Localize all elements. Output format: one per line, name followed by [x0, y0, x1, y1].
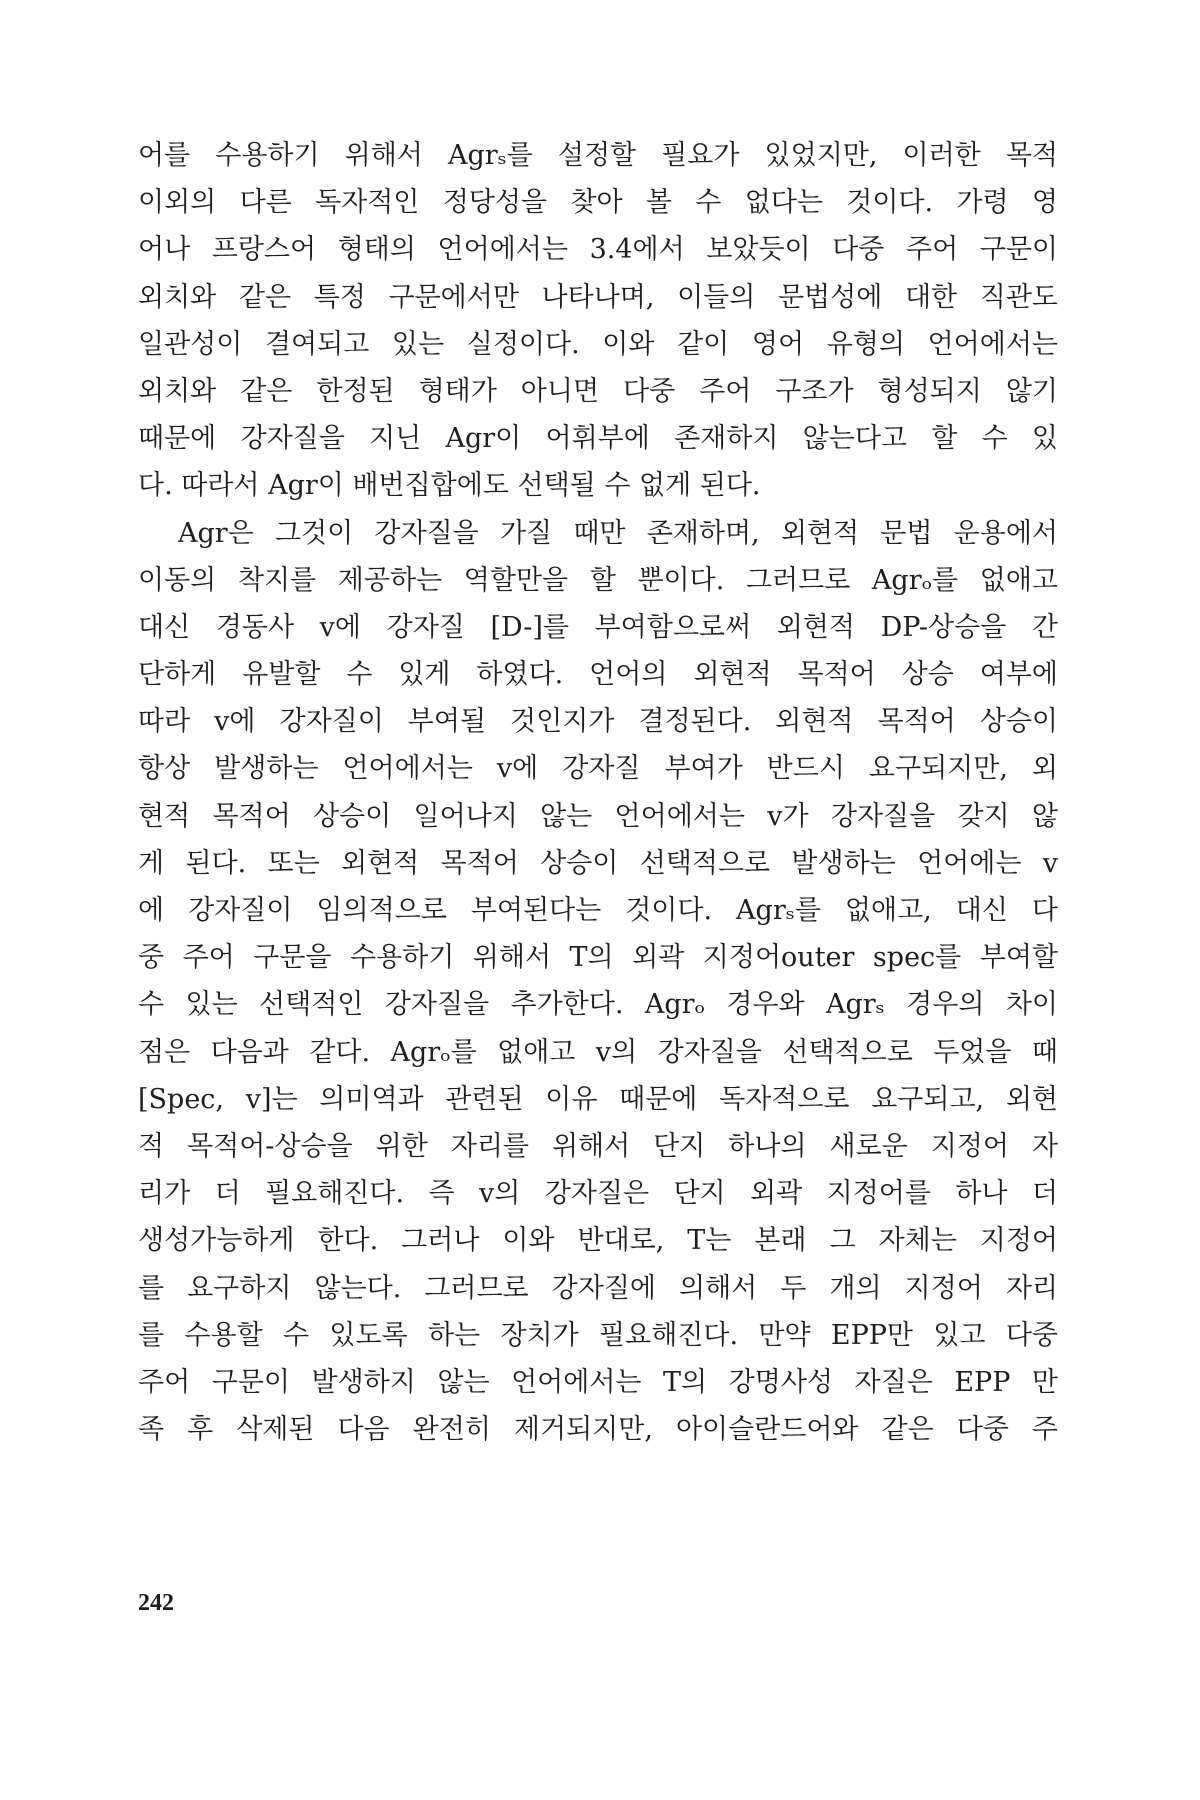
text-line: 항상 발생하는 언어에서는 v에 강자질 부여가 반드시 요구되지만, 외: [138, 753, 1058, 785]
text-line: 족 후 삭제된 다음 완전히 제거되지만, 아이슬란드어와 같은 다중 주: [138, 1414, 1058, 1446]
text-line: 단하게 유발할 수 있게 하였다. 언어의 외현적 목적어 상승 여부에: [138, 659, 1058, 691]
text-line: 때문에 강자질을 지닌 Agr이 어휘부에 존재하지 않는다고 할 수 있: [138, 423, 1058, 455]
text-line: 중 주어 구문을 수용하기 위해서 T의 외곽 지정어outer spec를 부여할: [138, 942, 1058, 974]
text-line: 따라 v에 강자질이 부여될 것인지가 결정된다. 외현적 목적어 상승이: [138, 706, 1058, 738]
text-line: 이외의 다른 독자적인 정당성을 찾아 볼 수 없다는 것이다. 가령 영: [138, 187, 1058, 219]
body-text: [138, 132, 1058, 1453]
text-line: 이동의 착지를 제공하는 역할만을 할 뿐이다. 그러므로 Agrₒ를 없애고: [138, 564, 1058, 596]
text-line: 어를 수용하기 위해서 Agrₛ를 설정할 필요가 있었지만, 이러한 목적: [138, 140, 1058, 171]
page-number: 242: [138, 1590, 174, 1616]
text-line: 어나 프랑스어 형태의 언어에서는 3.4에서 보았듯이 다중 주어 구문이: [138, 234, 1058, 266]
text-line: 다. 따라서 Agr이 배번집합에도 선택될 수 없게 된다.: [138, 470, 761, 502]
text-line: [Spec, v]는 의미역과 관련된 이유 때문에 독자적으로 요구되고, 외현: [138, 1083, 1058, 1115]
text-line: 리가 더 필요해진다. 즉 v의 강자질은 단지 외곽 지정어를 하나 더: [138, 1178, 1058, 1210]
text-line: 게 된다. 또는 외현적 목적어 상승이 선택적으로 발생하는 언어에는 v: [138, 847, 1058, 879]
text-line: 대신 경동사 v에 강자질 [D-]를 부여함으로써 외현적 DP-상승을 간: [138, 611, 1058, 643]
text-line: 외치와 같은 한정된 형태가 아니면 다중 주어 구조가 형성되지 않기: [138, 375, 1058, 407]
text-line: 적 목적어-상승을 위한 자리를 위해서 단지 하나의 새로운 지정어 자: [138, 1130, 1058, 1162]
text-line: 점은 다음과 같다. Agrₒ를 없애고 v의 강자질을 선택적으로 두었을 때: [138, 1036, 1058, 1068]
text-line: 주어 구문이 발생하지 않는 언어에서는 T의 강명사성 자질은 EPP 만: [138, 1366, 1058, 1398]
text-line: 일관성이 결여되고 있는 실정이다. 이와 같이 영어 유형의 언어에서는: [138, 328, 1058, 360]
text-line: 를 수용할 수 있도록 하는 장치가 필요해진다. 만약 EPP만 있고 다중: [138, 1319, 1058, 1351]
text-line: 를 요구하지 않는다. 그러므로 강자질에 의해서 두 개의 지정어 자리: [138, 1272, 1058, 1304]
text-line: 외치와 같은 특정 구문에서만 나타나며, 이들의 문법성에 대한 직관도: [138, 281, 1058, 313]
text-line: 생성가능하게 한다. 그러나 이와 반대로, T는 본래 그 자체는 지정어: [138, 1225, 1058, 1257]
text-line: 에 강자질이 임의적으로 부여된다는 것이다. Agrₛ를 없애고, 대신 다: [138, 895, 1058, 926]
text-line: 수 있는 선택적인 강자질을 추가한다. Agrₒ 경우와 Agrₛ 경우의 차이: [138, 989, 1058, 1021]
text-line: Agr은 그것이 강자질을 가질 때만 존재하며, 외현적 문법 운용에서: [178, 517, 1058, 549]
text-line: 현적 목적어 상승이 일어나지 않는 언어에서는 v가 강자질을 갖지 않: [138, 800, 1058, 832]
